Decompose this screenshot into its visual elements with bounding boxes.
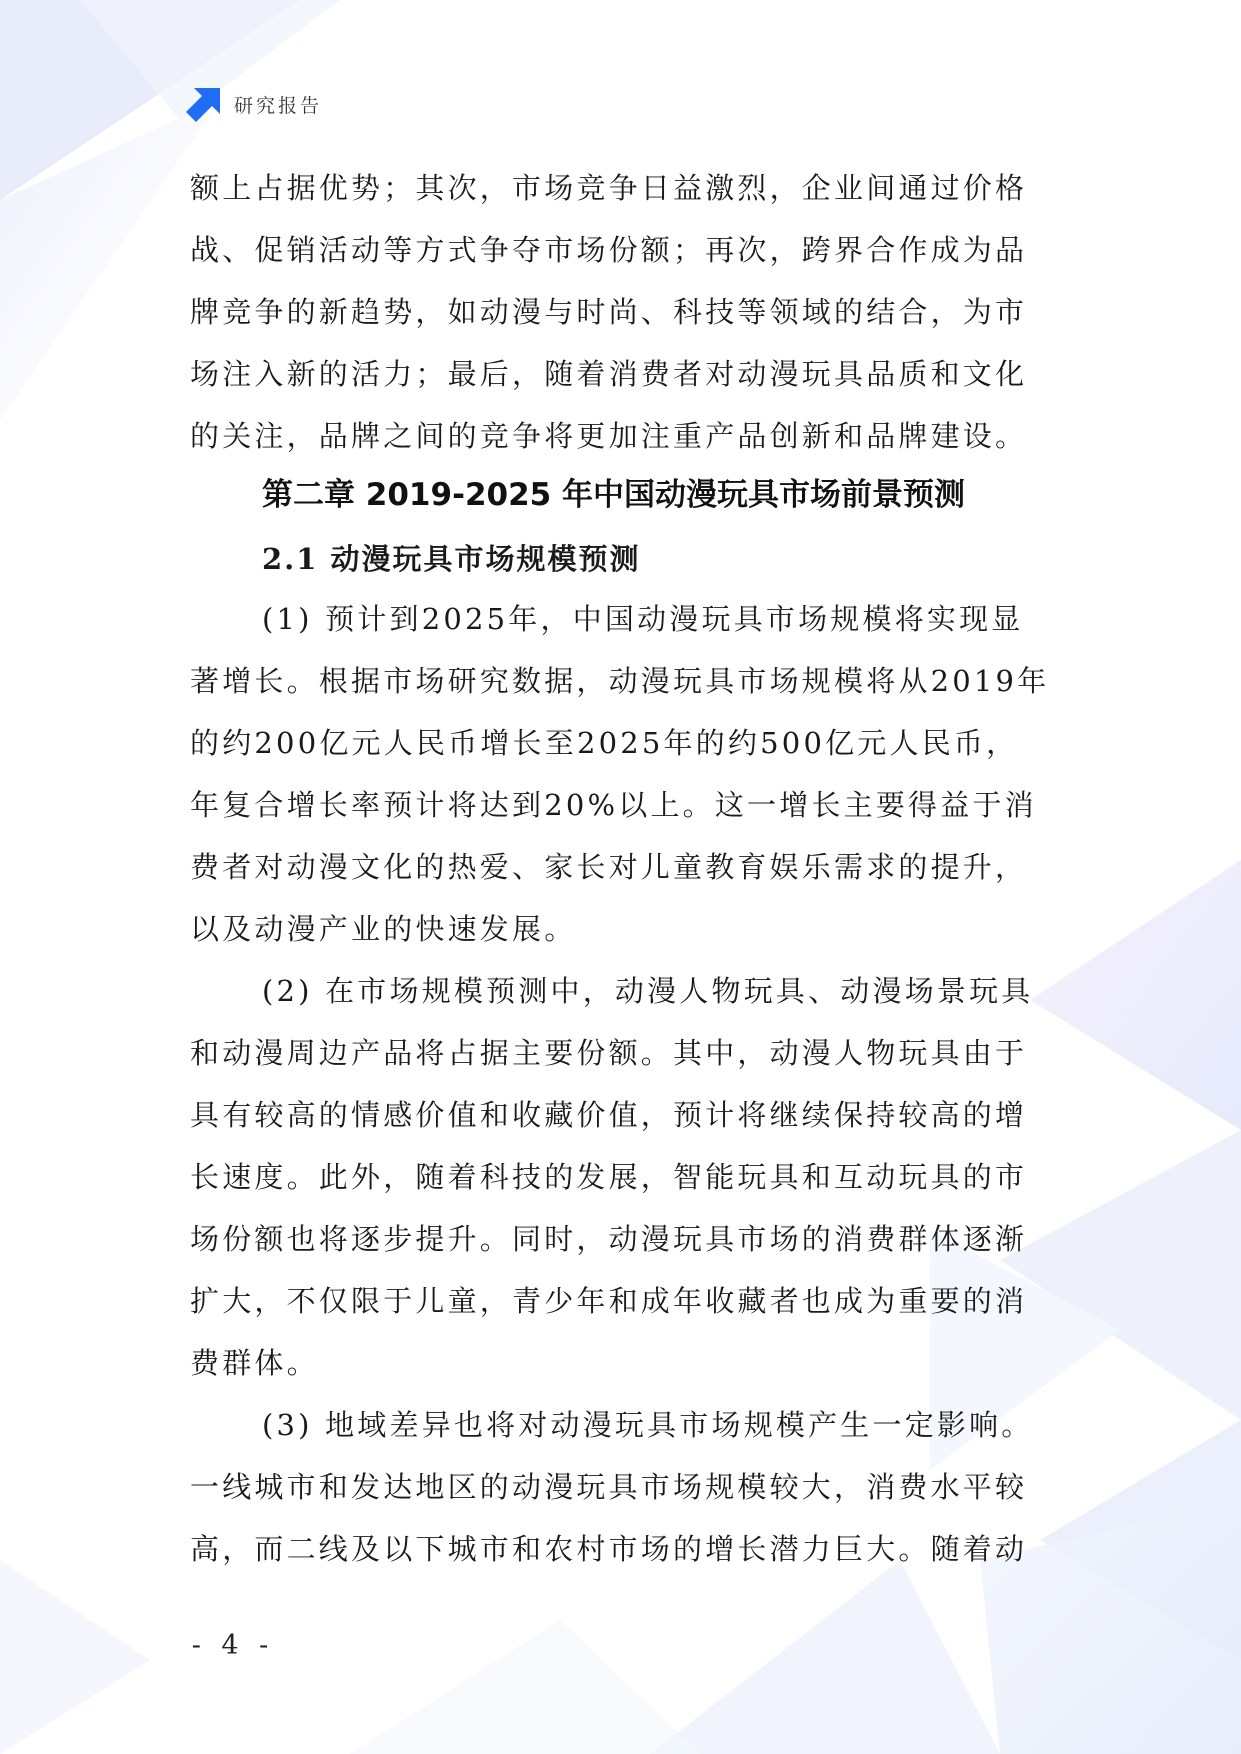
- arrow-logo-icon: [186, 86, 222, 122]
- paragraph-3: (3) 地域差异也将对动漫玩具市场规模产生一定影响。一线城市和发达地区的动漫玩具市场规模较大，消费水平较高，而二线及以下城市和农村市场的增长潜力巨大。随着动: [190, 1408, 1034, 1566]
- paragraph-2: (2) 在市场规模预测中，动漫人物玩具、动漫场景玩具和动漫周边产品将占据主要份额。其中，动漫人物玩具由于具有较高的情感价值和收藏价值，预计将继续保持较高的增长速度。此外，随着科技的发展，智能玩具和互动玩具的市场份额也将逐步提升。同时，动漫玩具市场的消费群体逐渐扩大，不仅限于儿童，青少年和成年收藏者也成为重要的消费群体。: [190, 974, 1034, 1380]
- report-header: [186, 86, 322, 122]
- paragraph-1: (1) 预计到2025年，中国动漫玩具市场规模将实现显著增长。根据市场研究数据，动漫玩具市场规模将从2019年的约200亿元人民币增长至2025年的约500亿元人民币，年复合增长率预计将达到20%以上。这一增长主要得益于消费者对动漫文化的热爱、家长对儿童教育娱乐需求的提升，以及动漫产业的快速发展。: [190, 602, 1050, 946]
- section-title: 2.1 动漫玩具市场规模预测: [262, 542, 641, 576]
- header-title: 研究报告: [234, 94, 323, 117]
- paragraph-continuation: 额上占据优势；其次，市场竞争日益激烈，企业间通过价格战、促销活动等方式争夺市场份额；再次，跨界合作成为品牌竞争的新趋势，如动漫与时尚、科技等领域的结合，为市场注入新的活力；最后，随着消费者对动漫玩具品质和文化的关注，品牌之间的竞争将更加注重产品创新和品牌建设。: [190, 171, 1028, 453]
- chapter-title: 第二章 2019-2025 年中国动漫玩具市场前景预测: [262, 477, 966, 513]
- page-number: - 4 -: [191, 1630, 275, 1661]
